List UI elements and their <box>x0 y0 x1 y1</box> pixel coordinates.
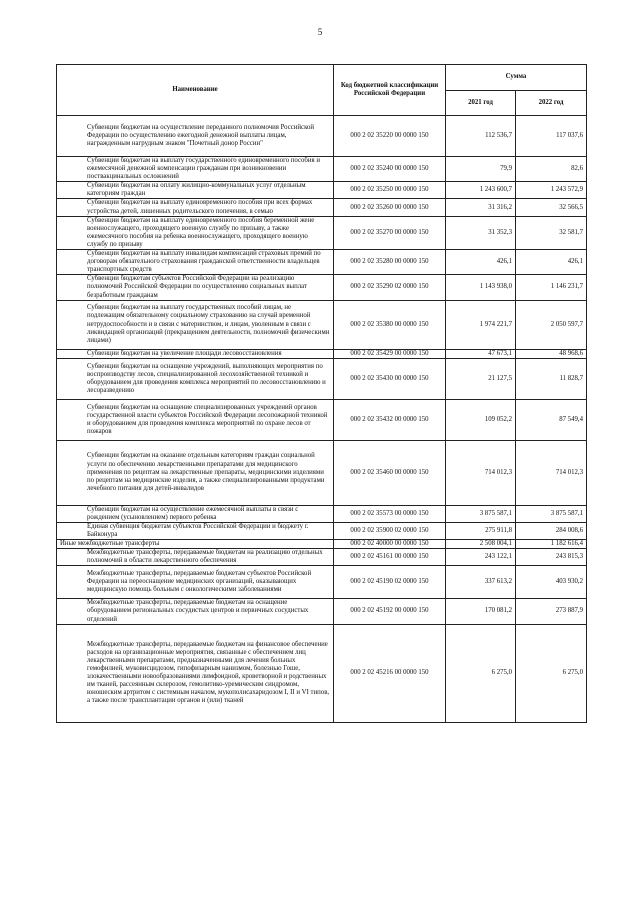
table-row <box>57 624 587 722</box>
row-code: 000 2 02 35460 00 0000 150 <box>334 440 446 505</box>
row-code: 000 2 02 45192 00 0000 150 <box>334 599 446 624</box>
row-2022: 426,1 <box>516 250 587 275</box>
row-2021: 243 122,1 <box>446 549 516 566</box>
row-code: 000 2 02 35270 00 0000 150 <box>334 216 446 249</box>
table-row <box>57 540 587 549</box>
row-2022: 284 008,6 <box>516 522 587 539</box>
row-name: Межбюджетные трансферты, передаваемые бюджетам субъектов Российской Федерации на переоснащение медицинских организаций, оказывающих медицинскую помощь больным с онкологическими заболеваниями <box>57 566 334 599</box>
header-sum: Сумма <box>446 65 587 91</box>
row-2022: 1 146 231,7 <box>516 275 587 300</box>
table-row <box>57 250 587 275</box>
table-row <box>57 549 587 566</box>
row-2022: 3 875 587,1 <box>516 505 587 522</box>
row-name: Субвенции бюджетам на оказание отдельным категориям граждан социальной услуги по обеспечению лекарственными препаратами для медицинского применения по рецептам на лекарственные препараты, медицинскими изделиями по рецептам на медицинские изделия, а также специализированными продуктами лечебного питания для детей-инвалидов <box>57 440 334 505</box>
row-2022: 714 012,3 <box>516 440 587 505</box>
row-2021: 109 052,2 <box>446 399 516 440</box>
header-2022: 2022 год <box>516 91 587 116</box>
table-row <box>57 505 587 522</box>
row-2022: 48 968,6 <box>516 349 587 358</box>
row-2022: 6 275,0 <box>516 624 587 722</box>
row-2021: 21 127,5 <box>446 358 516 399</box>
row-code: 000 2 02 35260 00 0000 150 <box>334 199 446 216</box>
row-2022: 32 581,7 <box>516 216 587 249</box>
row-2022: 1 243 572,9 <box>516 182 587 199</box>
row-2021: 47 673,1 <box>446 349 516 358</box>
row-name: Субвенции бюджетам на выплату инвалидам компенсаций страховых премий по договорам обязательного страхования гражданской ответственности владельцев транспортных средств <box>57 250 334 275</box>
row-2021: 426,1 <box>446 250 516 275</box>
table-row <box>57 182 587 199</box>
row-name: Субвенции бюджетам на выплату государственного единовременного пособия и ежемесячной денежной компенсации гражданам при возникновении поствакцинальных осложнений <box>57 157 334 182</box>
row-name: Субвенции бюджетам на выплату единовременного пособия беременной жене военнослужащего, проходящего военную службу по призыву, а также ежемесячного пособия на ребенка военнослужащего, проходящего военную службу по призыву <box>57 216 334 249</box>
table-row <box>57 300 587 349</box>
row-2021: 1 974 221,7 <box>446 300 516 349</box>
row-code: 000 2 02 45216 00 0000 150 <box>334 624 446 722</box>
row-2022: 2 050 597,7 <box>516 300 587 349</box>
header-name: Наименование <box>57 65 334 116</box>
row-code: 000 2 02 45161 00 0000 150 <box>334 549 446 566</box>
row-code: 000 2 02 35250 00 0000 150 <box>334 182 446 199</box>
header-2021: 2021 год <box>446 91 516 116</box>
row-name: Межбюджетные трансферты, передаваемые бюджетам на реализацию отдельных полномочий в области лекарственного обеспечения <box>57 549 334 566</box>
row-2021: 6 275,0 <box>446 624 516 722</box>
row-2022: 11 828,7 <box>516 358 587 399</box>
row-2021: 1 143 938,0 <box>446 275 516 300</box>
row-name: Субвенции бюджетам субъектов Российской Федерации на реализацию полномочий Российской Федерации по осуществлению социальных выплат безработным гражданам <box>57 275 334 300</box>
row-code: 000 2 02 35240 00 0000 150 <box>334 157 446 182</box>
row-code: 000 2 02 35280 00 0000 150 <box>334 250 446 275</box>
row-2021: 170 081,2 <box>446 599 516 624</box>
table-row <box>57 157 587 182</box>
row-name: Субвенции бюджетам на увеличение площади лесовосстановления <box>57 349 334 358</box>
row-code: 000 2 02 35573 00 0000 150 <box>334 505 446 522</box>
table-row <box>57 349 587 358</box>
row-2021: 275 911,8 <box>446 522 516 539</box>
row-name: Субвенции бюджетам на выплату единовременного пособия при всех формах устройства детей, лишенных родительского попечения, в семью <box>57 199 334 216</box>
row-2021: 112 536,7 <box>446 116 516 157</box>
row-code: 000 2 02 45190 02 0000 150 <box>334 566 446 599</box>
table-body <box>57 116 587 723</box>
table-row <box>57 522 587 539</box>
row-name: Единая субвенция бюджетам субъектов Российской Федерации и бюджету г. Байконура <box>57 522 334 539</box>
row-2021: 79,9 <box>446 157 516 182</box>
row-2021: 31 352,3 <box>446 216 516 249</box>
row-2021: 714 012,3 <box>446 440 516 505</box>
row-code: 000 2 02 35220 00 0000 150 <box>334 116 446 157</box>
row-2022: 117 037,6 <box>516 116 587 157</box>
row-2022: 32 566,5 <box>516 199 587 216</box>
row-name: Субвенции бюджетам на осуществление переданного полномочия Российской Федерации по осуществлению ежегодной денежной выплаты лицам, награжденным нагрудным знаком "Почетный донор России" <box>57 116 334 157</box>
budget-table <box>56 64 587 723</box>
row-name: Межбюджетные трансферты, передаваемые бюджетам на финансовое обеспечение расходов на организационные мероприятия, связанные с обеспечением лиц лекарственными препаратами, предназначенными для лечения больных гемофилией, муковисцидозом, гипофизарным нанизмом, болезнью Гоше, злокачественными новообразованиями лимфоидной, кроветворной и родственных им тканей, рассеянным склерозом, гемолитико-уремическим синдромом, юношеским артритом с системным началом, мукополисахаридозом I, II и VI типов, а также после трансплантации органов и (или) тканей <box>57 624 334 722</box>
table-row <box>57 599 587 624</box>
row-code: 000 2 02 35380 00 0000 150 <box>334 300 446 349</box>
row-code: 000 2 02 35900 02 0000 150 <box>334 522 446 539</box>
row-name: Субвенции бюджетам на осуществление ежемесячной выплаты в связи с рождением (усыновлением) первого ребенка <box>57 505 334 522</box>
row-name: Субвенции бюджетам на оплату жилищно-коммунальных услуг отдельным категориям граждан <box>57 182 334 199</box>
table-row <box>57 216 587 249</box>
table-row <box>57 399 587 440</box>
page-number: 5 <box>317 27 323 37</box>
row-2021: 31 316,2 <box>446 199 516 216</box>
header-code: Код бюджетной классификации Российской Федерации <box>334 65 446 116</box>
table-row <box>57 358 587 399</box>
row-2021: 337 613,2 <box>446 566 516 599</box>
row-2022: 1 182 616,4 <box>516 540 587 549</box>
row-name: Иные межбюджетные трансферты <box>57 540 334 549</box>
row-code: 000 2 02 35432 00 0000 150 <box>334 399 446 440</box>
row-2021: 3 875 587,1 <box>446 505 516 522</box>
table-row <box>57 199 587 216</box>
table-row <box>57 275 587 300</box>
row-2022: 87 549,4 <box>516 399 587 440</box>
row-2021: 2 508 004,1 <box>446 540 516 549</box>
table-row <box>57 440 587 505</box>
row-2021: 1 243 600,7 <box>446 182 516 199</box>
row-2022: 82,6 <box>516 157 587 182</box>
row-name: Субвенции бюджетам на оснащение учреждений, выполняющих мероприятия по воспроизводству лесов, специализированной лесохозяйственной техникой и оборудованием для проведения комплекса мероприятий по лесовосстановлению и лесоразведению <box>57 358 334 399</box>
row-2022: 403 930,2 <box>516 566 587 599</box>
row-2022: 273 887,9 <box>516 599 587 624</box>
row-code: 000 2 02 40000 00 0000 150 <box>334 540 446 549</box>
row-name: Субвенции бюджетам на оснащение специализированных учреждений органов государственной власти субъектов Российской Федерации лесопожарной техникой и оборудованием для проведения комплекса мероприятий по охране лесов от пожаров <box>57 399 334 440</box>
row-code: 000 2 02 35430 00 0000 150 <box>334 358 446 399</box>
row-2022: 243 815,3 <box>516 549 587 566</box>
table-row <box>57 566 587 599</box>
row-code: 000 2 02 35429 00 0000 150 <box>334 349 446 358</box>
table-row <box>57 116 587 157</box>
row-code: 000 2 02 35290 02 0000 150 <box>334 275 446 300</box>
row-name: Субвенции бюджетам на выплату государственных пособий лицам, не подлежащим обязательному социальному страхованию на случай временной нетрудоспособности и в связи с материнством, и лицам, уволенным в связи с ликвидацией организаций (прекращением деятельности, полномочий физическими лицами) <box>57 300 334 349</box>
row-name: Межбюджетные трансферты, передаваемые бюджетам на оснащение оборудованием региональных сосудистых центров и первичных сосудистых отделений <box>57 599 334 624</box>
